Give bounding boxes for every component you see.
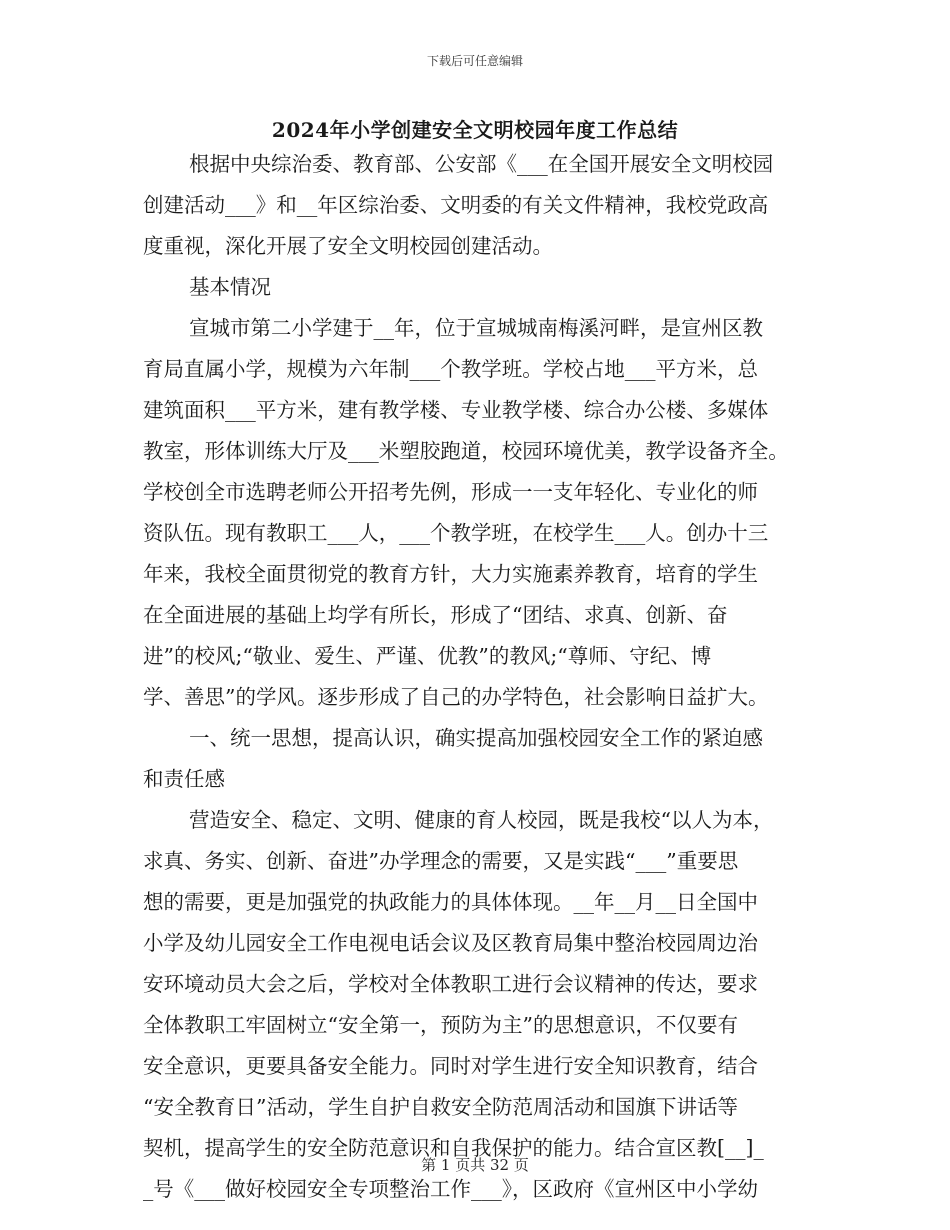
text-line: 在全面进展的基础上均学有所长，形成了“团结、求真、创新、奋 (143, 603, 728, 627)
text-line: 创建活动___》和__年区综治委、文明委的有关文件精神，我校党政高 (143, 193, 769, 217)
text-line: 育局直属小学，规模为六年制___个教学班。学校占地___平方米，总 (143, 357, 758, 381)
text-line: 建筑面积___平方米，建有教学楼、专业教学楼、综合办公楼、多媒体 (143, 398, 769, 422)
text-line: 想的需要，更是加强党的执政能力的具体体现。__年__月__日全国中 (143, 890, 758, 914)
page-footer: 第 1 页共 32 页 (421, 1156, 529, 1174)
text-line: 安环境动员大会之后，学校对全体教职工进行会议精神的传达，要求 (143, 972, 758, 996)
text-line: 求真、务实、创新、奋进”办学理念的需要，又是实践“___”重要思 (143, 849, 739, 873)
text-line: 小学及幼儿园安全工作电视电话会议及区教育局集中整治校园周边治 (143, 931, 758, 955)
text-line: 全体教职工牢固树立“安全第一，预防为主”的思想意识，不仅要有 (143, 1013, 738, 1037)
text-line: 营造安全、稳定、文明、健康的育人校园，既是我校“以人为本， (189, 808, 774, 832)
text-line: 进”的校风;“敬业、爱生、严谨、优教”的教风;“尊师、守纪、博 (143, 644, 712, 668)
section-heading-1-cont: 和责任感 (143, 767, 225, 791)
text-line: 安全意识，更要具备安全能力。同时对学生进行安全知识教育，结合 (143, 1054, 758, 1078)
text-line: _号《___做好校园安全专项整治工作___》，区政府《宣州区中小学幼 (143, 1177, 758, 1201)
text-line: 契机，提高学生的安全防范意识和自我保护的能力。结合宣区教[__]_ (143, 1136, 764, 1160)
text-line: 学校创全市选聘老师公开招考先例，形成一一支年轻化、专业化的师 (143, 480, 758, 504)
header-note: 下载后可任意编辑 (426, 54, 523, 68)
section-heading-basic-info: 基本情况 (189, 275, 271, 299)
text-line: 资队伍。现有教职工___人，___个教学班，在校学生___人。创办十三 (143, 521, 769, 545)
document-body (143, 144, 823, 1210)
section-heading-1: 一、统一思想，提高认识，确实提高加强校园安全工作的紧迫感 (189, 726, 763, 750)
text-line: “安全教育日”活动，学生自护自救安全防范周活动和国旗下讲话等 (143, 1095, 738, 1119)
text-line: 度重视，深化开展了安全文明校园创建活动。 (143, 234, 553, 258)
text-line: 根据中央综治委、教育部、公安部《___在全国开展安全文明校园 (189, 152, 774, 176)
text-line: 年来，我校全面贯彻党的教育方针，大力实施素养教育，培育的学生 (143, 562, 758, 586)
text-line: 宣城市第二小学建于__年，位于宣城城南梅溪河畔，是宣州区教 (189, 316, 763, 340)
document-title: 2024年小学创建安全文明校园年度工作总结 (271, 118, 679, 142)
text-line: 学、善思”的学风。逐步形成了自己的办学特色，社会影响日益扩大。 (143, 685, 769, 709)
text-line: 教室，形体训练大厅及___米塑胶跑道，校园环境优美，教学设备齐全。 (143, 439, 789, 463)
